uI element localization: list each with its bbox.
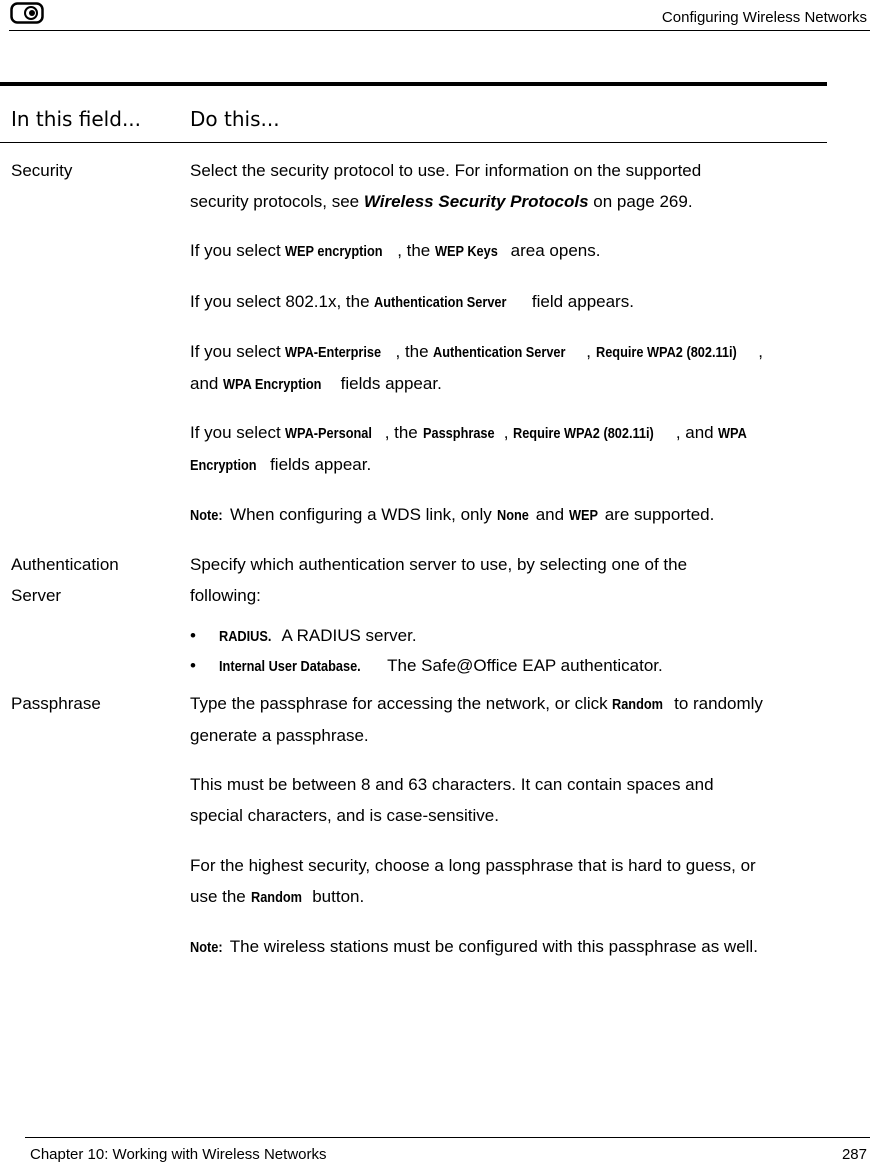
auth-paragraph-1: Specify which authentication server to use, by selecting one of the following: [190, 555, 688, 605]
passphrase-paragraph-2: This must be between 8 and 63 characters. It can contain spaces and special characters, and is case-sensitive. [190, 775, 714, 825]
list-item: • RADIUS. A RADIUS server. [190, 621, 417, 652]
cross-reference: Wireless Security Protocols [363, 192, 589, 211]
note-label: Note: [190, 507, 223, 524]
passphrase-note: Note: The wireless stations must be configured with this passphrase as well. [190, 931, 758, 963]
passphrase-paragraph-1: Type the passphrase for accessing the network, or click Random to randomly generate a passphrase. [190, 694, 763, 745]
security-paragraph-3: If you select 802.1x, the Authentication Server field appears. [190, 292, 634, 311]
page-number: 287 [841, 1146, 867, 1163]
bullet-icon: • [190, 626, 196, 645]
note-icon [10, 2, 44, 24]
running-header-title: Configuring Wireless Networks [661, 9, 867, 26]
table-top-border [0, 82, 827, 86]
footer-chapter-title: Chapter 10: Working with Wireless Networks [30, 1146, 327, 1163]
table-header-divider [0, 142, 827, 143]
field-name-authentication-server: Authentication Server [11, 555, 119, 605]
security-paragraph-5: If you select WPA-Personal , the Passphrase , Require WPA2 (802.11i) , and WPA Encryption fields appear. [190, 423, 748, 474]
column-header-field: In this field... [11, 107, 142, 131]
header-divider [9, 30, 870, 31]
footer-divider [25, 1137, 870, 1138]
note-label: Note: [190, 939, 223, 956]
list-item: • Internal User Database. The Safe@Office EAP authenticator. [190, 651, 663, 682]
passphrase-paragraph-3: For the highest security, choose a long passphrase that is hard to guess, or use the Random button. [190, 856, 756, 906]
column-header-action: Do this... [190, 107, 280, 131]
security-paragraph-1: Select the security protocol to use. For information on the supported security protocols, see Wireless Security Protocols on page 269. [190, 161, 702, 211]
security-paragraph-2: If you select WEP encryption , the WEP Keys area opens. [190, 241, 601, 260]
security-note: Note: When configuring a WDS link, only None and WEP are supported. [190, 499, 714, 531]
field-name-security: Security [11, 161, 73, 180]
security-paragraph-4: If you select WPA-Enterprise , the Authentication Server , Require WPA2 (802.11i) , and WPA Encryption fields appear. [190, 342, 764, 393]
field-name-passphrase: Passphrase [11, 694, 101, 713]
bullet-icon: • [190, 656, 196, 675]
